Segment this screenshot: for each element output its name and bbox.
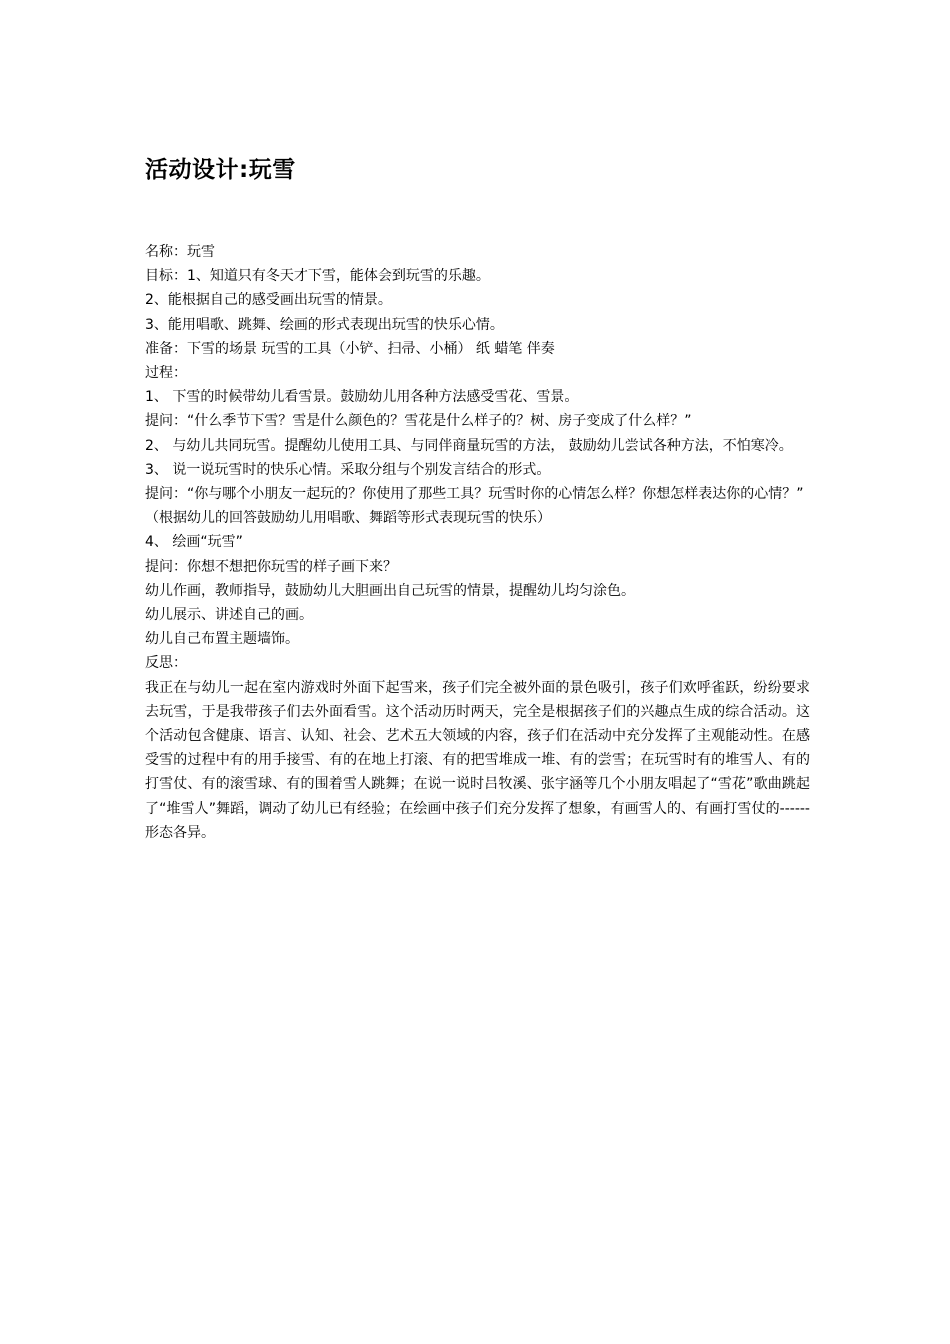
process-step-4: 4、 绘画“玩雪” xyxy=(145,534,243,551)
goal-line-3: 3、能用唱歌、跳舞、绘画的形式表现出玩雪的快乐心情。 xyxy=(145,316,504,333)
wall-decoration-line: 幼儿自己布置主题墙饰。 xyxy=(145,631,299,648)
process-heading: 过程： xyxy=(145,365,187,382)
document-title: 活动设计:玩雪 xyxy=(145,157,296,183)
goal-line-1: 目标：1、知道只有冬天才下雪，能体会到玩雪的乐趣。 xyxy=(145,268,490,285)
reflection-heading: 反思： xyxy=(145,655,187,672)
display-line: 幼儿展示、讲述自己的画。 xyxy=(145,607,313,624)
process-note: （根据幼儿的回答鼓励幼儿用唱歌、舞蹈等形式表现玩雪的快乐） xyxy=(145,510,551,527)
process-step-2: 2、 与幼儿共同玩雪。提醒幼儿使用工具、与同伴商量玩雪的方法， 鼓励幼儿尝试各种方法，不怕寒冷。 xyxy=(145,437,793,454)
drawing-guidance-line: 幼儿作画，教师指导，鼓励幼儿大胆画出自己玩雪的情景，提醒幼儿均匀涂色。 xyxy=(145,582,635,599)
reflection-paragraph: 我正在与幼儿一起在室内游戏时外面下起雪来，孩子们完全被外面的景色吸引，孩子们欢呼雀跃，纷纷要求去玩雪，于是我带孩子们去外面看雪。这个活动历时两天，完全是根据孩子们的兴趣点生成的综合活动。这个活动包含健康、语言、认知、社会、艺术五大领域的内容，孩子们在活动中充分发挥了主观能动性。在感受雪的过程中有的用手接雪、有的在地上打滚、有的把雪堆成一堆、有的尝雪；在玩雪时有的堆雪人、有的打雪仗、有的滚雪球、有的围着雪人跳舞；在说一说时吕牧溪、张宇涵等几个小朋友唱起了“雪花”歌曲跳起了“堆雪人”舞蹈，调动了幼儿已有经验；在绘画中孩子们充分发挥了想象，有画雪人的、有画打雪仗的------形态各异。 xyxy=(145,679,810,841)
preparation-line: 准备：下雪的场景 玩雪的工具（小铲、扫帚、小桶） 纸 蜡笔 伴奏 xyxy=(145,340,555,357)
process-step-1: 1、 下雪的时候带幼儿看雪景。鼓励幼儿用各种方法感受雪花、雪景。 xyxy=(145,389,579,406)
document-body xyxy=(145,240,810,845)
process-question-1: 提问：“什么季节下雪？雪是什么颜色的？雪花是什么样子的？树、房子变成了什么样？” xyxy=(145,413,692,430)
process-question-3: 提问：“你与哪个小朋友一起玩的？你使用了那些工具？玩雪时你的心情怎么样？你想怎样表达你的心情？” xyxy=(145,486,804,503)
activity-name-line: 名称：玩雪 xyxy=(145,244,215,260)
goal-line-2: 2、能根据自己的感受画出玩雪的情景。 xyxy=(145,292,392,309)
process-question-4: 提问：你想不想把你玩雪的样子画下来？ xyxy=(145,558,397,575)
process-step-3: 3、 说一说玩雪时的快乐心情。采取分组与个别发言结合的形式。 xyxy=(145,461,551,478)
